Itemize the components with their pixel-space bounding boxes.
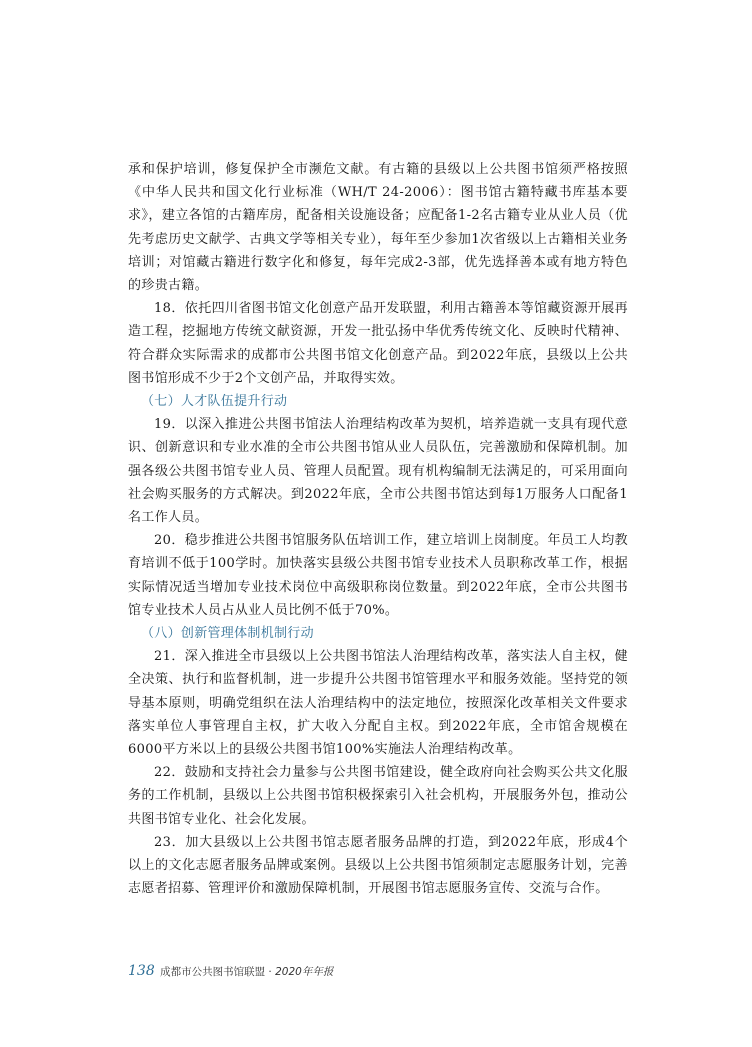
body-paragraph-22: 22．鼓励和支持社会力量参与公共图书馆建设，健全政府向社会购买公共文化服务的工作机制，县级以上公共图书馆积极探索引入社会机构，开展服务外包，推动公共图书馆专业化、社会化发展。 [128,765,628,827]
page-body [128,158,628,901]
page-footer [128,963,333,979]
body-paragraph-20: 20．稳步推进公共图书馆服务队伍培训工作，建立培训上岗制度。年员工人均教育培训不低于100学时。加快落实县级公共图书馆专业技术人员职称改革工作，根据实际情况适当增加专业技术岗位中高级职称岗位数量。到2022年底，全市公共图书馆专业技术人员占从业人员比例不低于70%。 [128,533,628,618]
section-heading-talent: （七）人才队伍提升行动 [141,394,288,410]
publication-name: 成都市公共图书馆联盟 · [160,966,276,978]
body-paragraph-18: 18．依托四川省图书馆文化创意产品开发联盟，利用古籍善本等馆藏资源开展再造工程，挖掘地方传统文献资源，开发一批弘扬中华优秀传统文化、反映时代精神、符合群众实际需求的成都市公共图书馆文化创意产品。到2022年底，县级以上公共图书馆形成不少于2个文创产品，并取得实效。 [128,301,628,386]
section-heading-management: （八）创新管理体制机制行动 [141,626,314,642]
body-paragraph-23: 23．加大县级以上公共图书馆志愿者服务品牌的打造，到2022年底，形成4个以上的文化志愿者服务品牌或案例。县级以上公共图书馆须制定志愿服务计划，完善志愿者招募、管理评价和激励保障机制，开展图书馆志愿服务宣传、交流与合作。 [128,834,628,897]
body-paragraph-19: 19．以深入推进公共图书馆法人治理结构改革为契机，培养造就一支具有现代意识、创新意识和专业水准的全市公共图书馆从业人员队伍，完善激励和保障机制。加强各级公共图书馆专业人员、管理人员配置。现有机构编制无法满足的，可采用面向社会购买服务的方式解决。到2022年底，全市公共图书馆达到每1万服务人口配备1名工作人员。 [128,417,628,526]
body-paragraph-continued: 承和保护培训，修复保护全市濒危文献。有古籍的县级以上公共图书馆须严格按照《中华人民共和国文化行业标准（WH/T 24-2006）：图书馆古籍特藏书库基本要求》，建立各馆的古籍库房，配备相关设施设备；应配备1-2名古籍专业从业人员（优先考虑历史文献学、古典文学等相关专业），每年至少参加1次省级以上古籍相关业务培训；对馆藏古籍进行数字化和修复，每年完成2-3部，优先选择善本或有地方特色的珍贵古籍。 [128,162,628,294]
page-number: 138 [128,963,155,979]
report-year: 2020年年报 [275,966,334,978]
body-paragraph-21: 21．深入推进全市县级以上公共图书馆法人治理结构改革，落实法人自主权，健全决策、执行和监督机制，进一步提升公共图书馆管理水平和服务效能。坚持党的领导基本原则，明确党组织在法人治理结构中的法定地位，按照深化改革相关文件要求落实单位人事管理自主权，扩大收入分配自主权。到2022年底，全市馆舍规模在6000平方米以上的县级公共图书馆100%实施法人治理结构改革。 [128,649,628,758]
